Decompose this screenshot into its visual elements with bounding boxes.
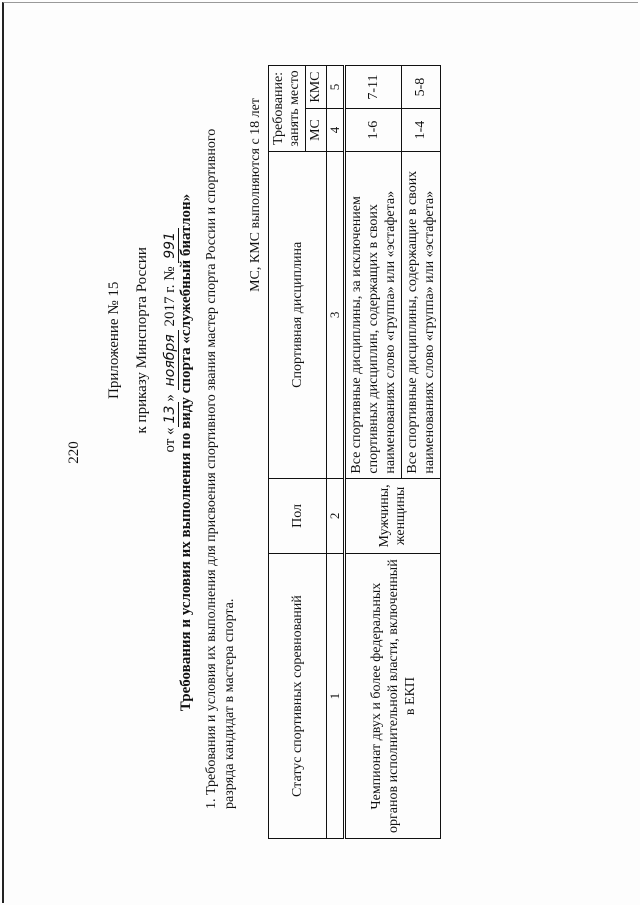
page-number: 220	[66, 441, 82, 464]
ms-place-cell: 1-4	[402, 109, 441, 152]
order-number-handwritten: 991	[162, 228, 179, 263]
header-kms: КМС	[306, 66, 327, 109]
header-ms: МС	[306, 109, 327, 152]
table-header-row	[269, 66, 306, 839]
header-status: Статус спортивных соревнований	[269, 554, 327, 839]
date-prefix: от «	[162, 427, 178, 453]
appendix-block	[100, 228, 184, 453]
header-requirement: Требование: занять место	[269, 66, 306, 152]
date-year: 2017 г. №	[162, 266, 178, 327]
date-month-handwritten: ноября	[162, 330, 179, 390]
document-title: Требования и условия их выполнения по виду спорта «служебный биатлон»	[178, 193, 194, 712]
kms-place-cell: 5-8	[402, 66, 441, 109]
header-gender: Пол	[269, 478, 327, 554]
intro-paragraph: 1. Требования и условия их выполнения для присвоения спортивного звания мастер спорта России и спортивного разряда кандидат в мастера спорта.	[204, 128, 237, 809]
col-number: 5	[327, 66, 345, 109]
col-number: 2	[327, 478, 345, 554]
gender-cell: Мужчины, женщины	[345, 478, 441, 554]
competition-status-cell: Чемпионат двух и более федеральных органов исполнительной власти, включенный в ЕКП	[345, 554, 441, 839]
col-number: 1	[327, 554, 345, 839]
appendix-number: Приложение № 15	[106, 281, 122, 399]
requirements-table	[268, 65, 441, 839]
age-note: МС, КМС выполняются с 18 лет	[248, 98, 263, 292]
column-number-row	[327, 66, 345, 839]
header-discipline: Спортивная дисциплина	[269, 151, 327, 478]
kms-place-cell: 7-11	[345, 66, 402, 109]
date-mid: »	[162, 394, 178, 402]
ms-place-cell: 1-6	[345, 109, 402, 152]
table-row	[345, 66, 402, 839]
col-number: 3	[327, 151, 345, 478]
date-day-handwritten: 13	[162, 402, 179, 428]
col-number: 4	[327, 109, 345, 152]
discipline-cell: Все спортивные дисциплины, за исключением спортивных дисциплин, содержащих в своих наименованиях слово «группа» или «эстафета»	[345, 151, 402, 478]
appendix-order-ref: к приказу Минспорта России	[134, 247, 150, 434]
discipline-cell: Все спортивные дисциплины, содержащие в своих наименованиях слово «группа» или «эстафета»	[402, 151, 441, 478]
